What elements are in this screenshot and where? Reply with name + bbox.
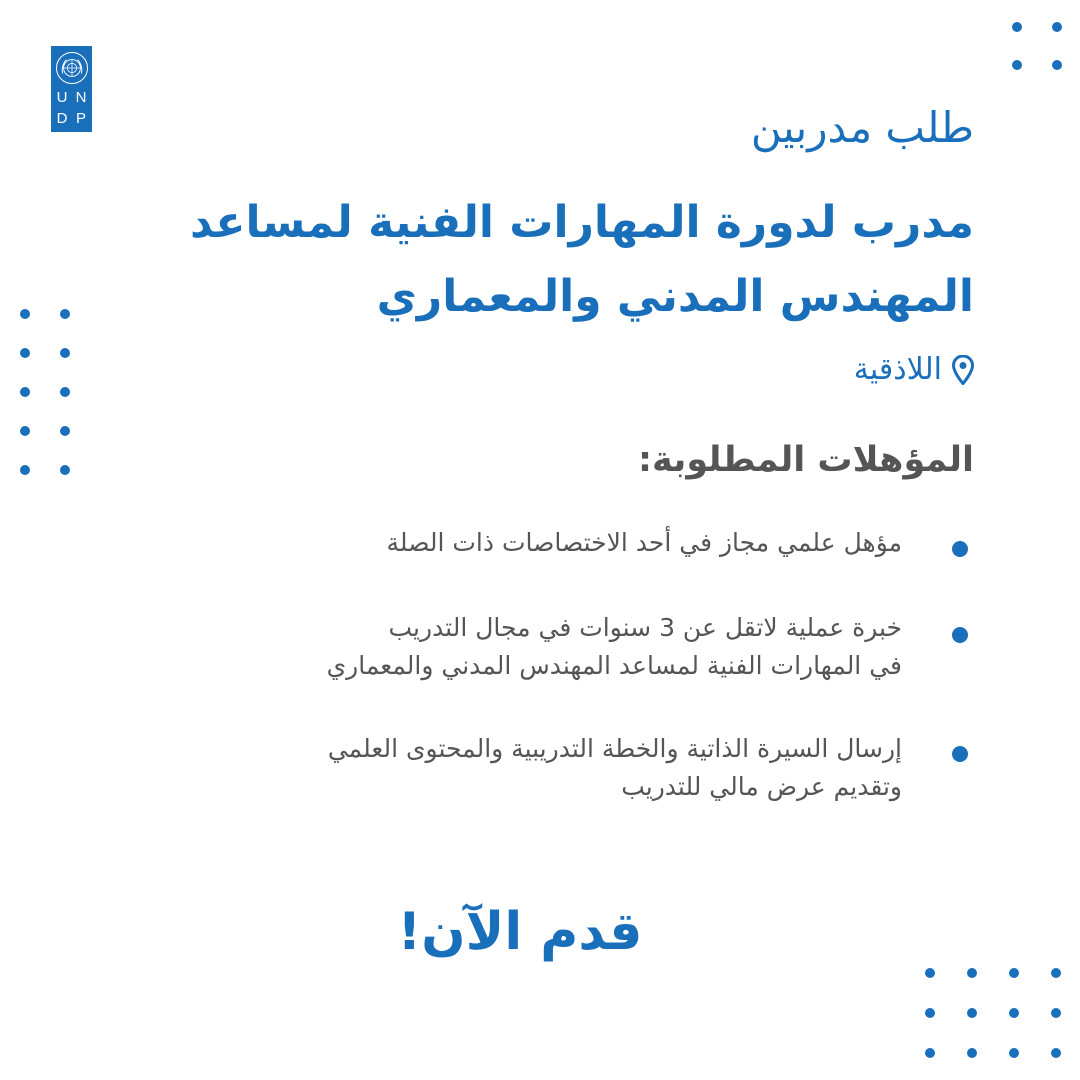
bullet-icon <box>952 627 968 643</box>
requirement-text: وتقديم عرض مالي للتدريب <box>621 772 902 801</box>
undp-logo <box>51 46 92 132</box>
requirement-text: إرسال السيرة الذاتية والخطة التدريبية والمحتوى العلمي <box>327 734 902 763</box>
logo-letter: D <box>56 110 68 127</box>
logo-letter: P <box>75 110 86 127</box>
page-title-line-1: مدرب لدورة المهارات الفنية لمساعد <box>189 197 974 248</box>
list-item <box>168 524 968 562</box>
requirement-text: خبرة عملية لاتقل عن 3 سنوات في مجال التدريب <box>388 613 902 642</box>
un-emblem-icon <box>56 52 88 84</box>
requirement-text: في المهارات الفنية لمساعد المهندس المدني والمعماري <box>326 651 902 680</box>
bullet-icon <box>952 746 968 762</box>
location-pin-icon <box>952 355 974 385</box>
requirements-list <box>168 524 968 806</box>
page-title <box>94 186 974 334</box>
list-item <box>168 609 968 685</box>
page-subtitle: طلب مدربين <box>750 103 974 152</box>
logo-letter: N <box>75 89 87 106</box>
requirements-heading: المؤهلات المطلوبة: <box>637 440 974 480</box>
logo-letter: U <box>56 89 68 106</box>
bullet-icon <box>952 541 968 557</box>
decorative-dots-bottom-right <box>925 968 1061 1058</box>
apply-now-cta[interactable]: قدم الآن! <box>397 902 643 962</box>
list-item <box>168 730 968 806</box>
decorative-dots-top-right <box>1012 22 1062 70</box>
page-title-line-2: المهندس المدني والمعماري <box>376 271 974 322</box>
requirement-text: مؤهل علمي مجاز في أحد الاختصاصات ذات الصلة <box>386 528 902 557</box>
location-text: اللاذقية <box>853 352 942 387</box>
location <box>854 350 974 390</box>
decorative-dots-left <box>20 309 70 475</box>
